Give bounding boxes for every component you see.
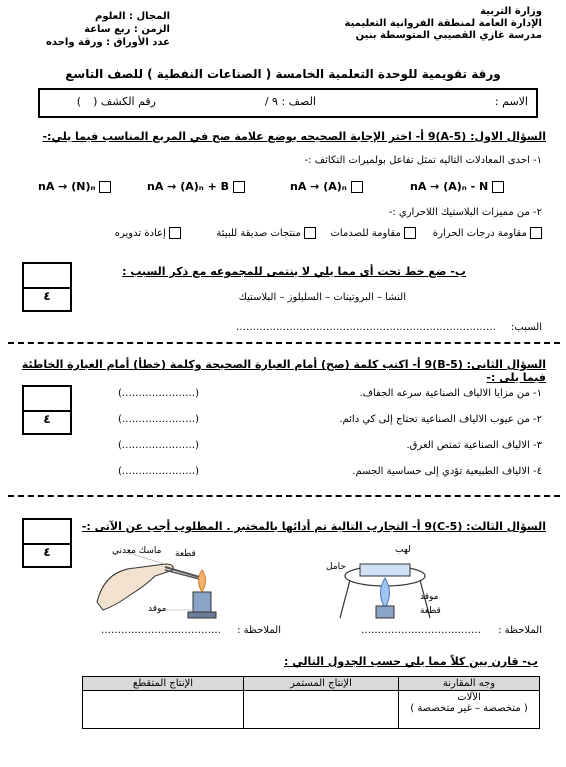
time-field: الزمن : ربع ساعة: [84, 24, 170, 35]
directorate-name: الإدارة العامة لمنطقة الفروانية التعليمية: [344, 18, 542, 29]
checkbox[interactable]: [233, 181, 245, 193]
table-row: [83, 691, 540, 729]
q2-answer-1[interactable]: (………………….): [118, 388, 199, 399]
equation-option-1[interactable]: nA → (A)ₙ - N: [410, 180, 504, 193]
reason-dots[interactable]: ……………………………………………………………………: [236, 322, 496, 333]
reason-label: السبب:: [511, 322, 542, 333]
piece-label-left: قطعة: [175, 549, 196, 559]
q2-statement-3: ٣- الالياف الصناعية تمتص العرق.: [406, 440, 542, 451]
note-dots-right[interactable]: ………………………………: [361, 625, 481, 636]
col-header-aspect: وجه المقارنة: [399, 677, 540, 691]
subject-field: المجال : العلوم: [95, 11, 170, 22]
q3-b-heading: ب- قارن بين كلاً مما يلي حسب الجدول التالي :: [284, 655, 538, 668]
page-title: ورقة تقويمية للوحدة التعلمية الخامسة ( الصناعات النفطية ) للصف التاسع: [65, 67, 501, 81]
burner-label-right: موقد: [420, 592, 439, 602]
equation-option-4[interactable]: nA → (N)ₙ: [38, 180, 111, 193]
stand-label: حامل: [326, 562, 346, 572]
class-label: الصف : ٩ /: [264, 95, 316, 108]
equation-option-2[interactable]: nA → (A)ₙ: [290, 180, 363, 193]
checkbox[interactable]: [530, 227, 542, 239]
table-header-row: [83, 677, 540, 691]
id-close: ): [76, 95, 81, 108]
checkbox[interactable]: [304, 227, 316, 239]
q1-b-heading: ب- ضع خط تحت أى مما يلي لا ينتمى للمجموعه مع ذكر السبب :: [122, 265, 466, 278]
ministry-name: وزارة التربية: [480, 6, 542, 17]
section-divider: [8, 495, 560, 497]
option-heat-resistance[interactable]: مقاومة درجات الحرارة: [433, 227, 542, 239]
pages-field: عدد الأوراق : ورقة واحده: [46, 37, 170, 48]
student-info-box: [38, 88, 538, 118]
q3-heading: السؤال الثالث: (5-C)9 أ- التجارب التالية تم أدائها بالمختبر . المطلوب أجب عن الآتى :-: [81, 520, 546, 533]
option-recyclable[interactable]: إعادة تدويره: [115, 227, 181, 239]
intermittent-answer-cell[interactable]: [83, 691, 244, 729]
q1-heading: السؤال الاول: (5-A)9 أ- اختر الإجابة الصحيحه بوضع علامة صح في المربع المناسب فيما يلي:-: [42, 130, 546, 143]
name-label: الاسم :: [494, 95, 528, 108]
checkbox[interactable]: [351, 181, 363, 193]
section-divider: [8, 342, 560, 344]
note-label-left: الملاحظة :: [237, 625, 281, 636]
note-dots-left[interactable]: ………………………………: [101, 625, 221, 636]
q1-b-items: النشا – البروتينات – السليلوز – البلاستيك: [238, 292, 406, 303]
q2-answer-4[interactable]: (………………….): [118, 466, 199, 477]
score-box-q3: [22, 518, 72, 568]
continuous-answer-cell[interactable]: [244, 691, 399, 729]
school-name: مدرسة غازي القصيبي المتوسطة بنين: [355, 30, 542, 41]
id-label: رقم الكشف (: [93, 95, 156, 108]
score-value: ٤: [43, 289, 51, 303]
q1-item2: ٢- من مميزات البلاستيك اللاحراري :-: [388, 207, 542, 218]
score-box-q2: [22, 385, 72, 435]
score-value: ٤: [43, 545, 51, 559]
checkbox[interactable]: [492, 181, 504, 193]
option-impact-resistance[interactable]: مقاومة للصدمات: [331, 227, 416, 239]
piece-label-right: قطعة: [420, 606, 441, 616]
q1-item1: ١- احدى المعادلات التاليه تمثل تفاعل بولميرات التكاثف :-: [304, 155, 542, 166]
col-header-continuous: الإنتاج المستمر: [244, 677, 399, 691]
flame-label: لهب: [395, 545, 411, 555]
note-label-right: الملاحظة :: [498, 625, 542, 636]
comparison-table: [82, 676, 540, 729]
score-box-q1: [22, 262, 72, 312]
checkbox[interactable]: [99, 181, 111, 193]
q2-heading: السؤال الثانى: (5-B)9 أ- اكتب كلمة (صح) أمام العبارة الصحيحة وكلمة (خطأ) أمام العبارة الخاطئة فيما يلى :-: [21, 358, 546, 384]
option-eco-friendly[interactable]: منتجات صديقة للبيئة: [216, 227, 316, 239]
q2-answer-2[interactable]: (………………….): [118, 414, 199, 425]
tongs-label: ماسك معدني: [112, 546, 162, 556]
q2-statement-1: ١- من مزايا الالياف الصناعية سرعه الجفاف.: [359, 388, 542, 399]
score-value: ٤: [43, 412, 51, 426]
checkbox[interactable]: [169, 227, 181, 239]
checkbox[interactable]: [404, 227, 416, 239]
col-header-intermittent: الإنتاج المتقطع: [83, 677, 244, 691]
burner-label-left: موقد: [148, 604, 167, 614]
equation-option-3[interactable]: nA → (A)ₙ + B: [147, 180, 245, 193]
q2-answer-3[interactable]: (………………….): [118, 440, 199, 451]
q2-statement-2: ٢- من عيوب الالياف الصناعية تحتاج إلى كي دائم.: [339, 414, 542, 425]
row-label: الآلات ( متخصصة – غير متخصصة ): [399, 691, 540, 729]
q2-statement-4: ٤- الالياف الطبيعية تؤدي إلى حساسية الجسم.: [352, 466, 542, 477]
